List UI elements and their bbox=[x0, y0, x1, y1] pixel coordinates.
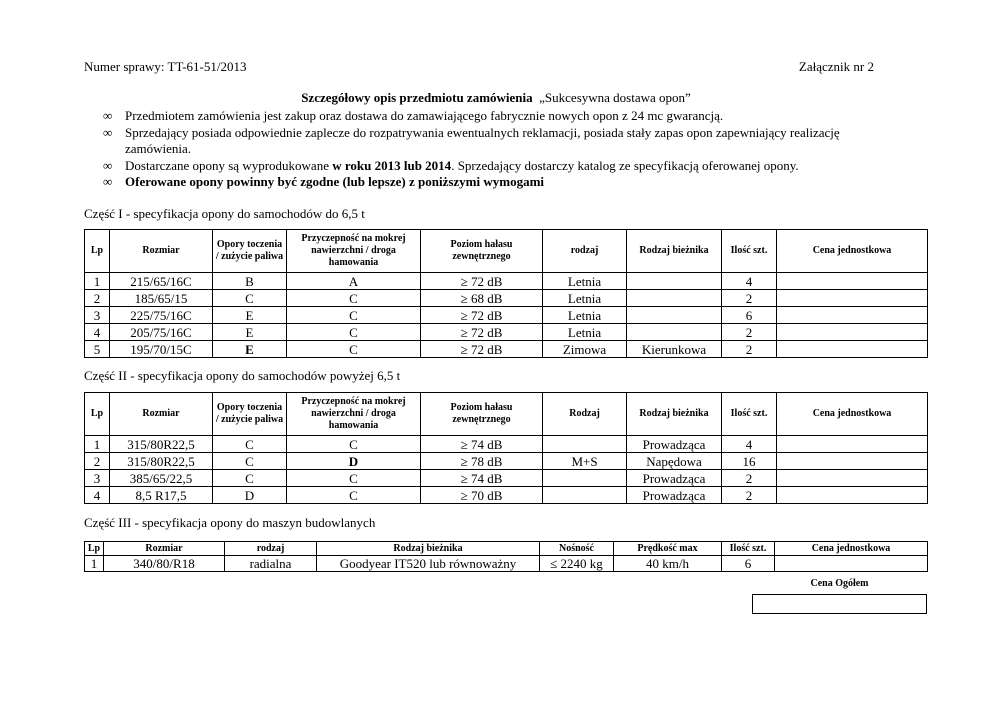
table-cell: C bbox=[287, 487, 421, 504]
table-cell bbox=[777, 453, 928, 470]
table-cell: E bbox=[213, 341, 287, 358]
column-header: Rodzaj bieżnika bbox=[627, 230, 722, 273]
table-cell bbox=[777, 341, 928, 358]
table-cell: C bbox=[287, 307, 421, 324]
table-cell bbox=[777, 307, 928, 324]
table-row bbox=[85, 556, 928, 572]
table-cell bbox=[627, 307, 722, 324]
table-cell: Letnia bbox=[543, 290, 627, 307]
table-cell: 4 bbox=[85, 324, 110, 341]
table-cell: M+S bbox=[543, 453, 627, 470]
table-cell: 2 bbox=[722, 341, 777, 358]
table-cell: C bbox=[213, 436, 287, 453]
case-number: Numer sprawy: TT-61-51/2013 bbox=[84, 59, 247, 74]
table-cell bbox=[777, 470, 928, 487]
table-cell: 195/70/15C bbox=[110, 341, 213, 358]
table-cell: D bbox=[287, 453, 421, 470]
table-cell: 3 bbox=[85, 470, 110, 487]
table-cell: Kierunkowa bbox=[627, 341, 722, 358]
infinity-bullet-icon: ∞ bbox=[103, 108, 113, 123]
column-header: Rodzaj bieżnika bbox=[317, 542, 540, 556]
title-main: Szczegółowy opis przedmiotu zamówienia bbox=[301, 90, 533, 105]
column-header: Cena jednostkowa bbox=[777, 230, 928, 273]
list-item: ∞ Przedmiotem zamówienia jest zakup oraz dostawa do zamawiającego fabrycznie nowych opon z 24 mc gwarancją. bbox=[103, 108, 724, 123]
part1-table bbox=[84, 229, 928, 358]
requirements-list bbox=[103, 108, 903, 191]
table-cell: 340/80/R18 bbox=[104, 556, 225, 572]
column-header: rodzaj bbox=[225, 542, 317, 556]
table-cell: B bbox=[213, 273, 287, 290]
column-header: Nośność bbox=[540, 542, 614, 556]
table-row bbox=[85, 341, 928, 358]
column-header: Przyczepność na mokrej nawierzchni / droga hamowania bbox=[287, 393, 421, 436]
table-cell: E bbox=[213, 324, 287, 341]
table-cell: 2 bbox=[85, 453, 110, 470]
table-row bbox=[85, 324, 928, 341]
column-header: Rozmiar bbox=[110, 393, 213, 436]
column-header: Prędkość max bbox=[614, 542, 722, 556]
table-cell: ≥ 68 dB bbox=[421, 290, 543, 307]
table-cell: 1 bbox=[85, 436, 110, 453]
infinity-bullet-icon: ∞ bbox=[103, 124, 113, 140]
table-cell: D bbox=[213, 487, 287, 504]
column-header: Cena jednostkowa bbox=[775, 542, 928, 556]
table-cell bbox=[777, 487, 928, 504]
list-item: ∞ Sprzedający posiada odpowiednie zaplecze do rozpatrywania ewentualnych reklamacji, posiada stały zapas opon zapewniający realizację zamówienia. bbox=[103, 124, 840, 156]
list-item: ∞ Oferowane opony powinny być zgodne (lub lepsze) z poniższymi wymogami bbox=[103, 174, 545, 189]
table-row bbox=[85, 290, 928, 307]
table-cell: 225/75/16C bbox=[110, 307, 213, 324]
table-row bbox=[85, 307, 928, 324]
table-cell: 40 km/h bbox=[614, 556, 722, 572]
table-cell: 1 bbox=[85, 273, 110, 290]
table-cell: 185/65/15 bbox=[110, 290, 213, 307]
column-header: Opory toczenia / zużycie paliwa bbox=[213, 230, 287, 273]
table-cell: C bbox=[213, 470, 287, 487]
column-header: Opory toczenia / zużycie paliwa bbox=[213, 393, 287, 436]
table-cell: C bbox=[287, 470, 421, 487]
table-cell: 6 bbox=[722, 307, 777, 324]
column-header: Ilość szt. bbox=[722, 393, 777, 436]
part2-title: Część II - specyfikacja opony do samochodów powyżej 6,5 t bbox=[84, 368, 401, 383]
infinity-bullet-icon: ∞ bbox=[103, 174, 113, 189]
table-cell: 1 bbox=[85, 556, 104, 572]
column-header: Rodzaj bieżnika bbox=[627, 393, 722, 436]
table-cell bbox=[627, 324, 722, 341]
table-cell: 4 bbox=[85, 487, 110, 504]
table-cell: Goodyear IT520 lub równoważny bbox=[317, 556, 540, 572]
attachment-label: Załącznik nr 2 bbox=[798, 59, 874, 74]
table-row bbox=[85, 273, 928, 290]
table-row bbox=[85, 436, 928, 453]
table-row bbox=[85, 487, 928, 504]
table-cell: 6 bbox=[722, 556, 775, 572]
table-cell: A bbox=[287, 273, 421, 290]
list-item: ∞ Dostarczane opony są wyprodukowane w roku 2013 lub 2014. Sprzedający dostarczy katalog ze specyfikacją oferowanej opony. bbox=[103, 157, 799, 173]
table-cell bbox=[543, 470, 627, 487]
table-cell: ≥ 70 dB bbox=[421, 487, 543, 504]
table-cell: ≥ 72 dB bbox=[421, 341, 543, 358]
table-row bbox=[85, 470, 928, 487]
part3-table bbox=[84, 541, 928, 572]
table-cell: ≥ 72 dB bbox=[421, 324, 543, 341]
table-cell: 385/65/22,5 bbox=[110, 470, 213, 487]
column-header: Poziom hałasu zewnętrznego bbox=[421, 230, 543, 273]
column-header: Cena jednostkowa bbox=[777, 393, 928, 436]
table-cell: Letnia bbox=[543, 324, 627, 341]
table-cell: E bbox=[213, 307, 287, 324]
column-header: Przyczepność na mokrej nawierzchni / droga hamowania bbox=[287, 230, 421, 273]
table-cell: C bbox=[287, 341, 421, 358]
total-price-label: Cena Ogółem bbox=[810, 578, 869, 589]
table-cell: 3 bbox=[85, 307, 110, 324]
table-cell: C bbox=[213, 290, 287, 307]
table-cell: Zimowa bbox=[543, 341, 627, 358]
table-cell: 215/65/16C bbox=[110, 273, 213, 290]
column-header: Rozmiar bbox=[110, 230, 213, 273]
column-header: Poziom hałasu zewnętrznego bbox=[421, 393, 543, 436]
column-header: rodzaj bbox=[543, 230, 627, 273]
table-cell: 5 bbox=[85, 341, 110, 358]
table-cell: 205/75/16C bbox=[110, 324, 213, 341]
table-cell: 2 bbox=[722, 290, 777, 307]
table-cell: 315/80R22,5 bbox=[110, 453, 213, 470]
title-quoted: „Sukcesywna dostawa opon” bbox=[539, 90, 691, 105]
table-cell: 2 bbox=[85, 290, 110, 307]
table-cell bbox=[777, 324, 928, 341]
table-cell: ≥ 72 dB bbox=[421, 307, 543, 324]
table-cell bbox=[627, 290, 722, 307]
column-header: Ilość szt. bbox=[722, 542, 775, 556]
table-cell bbox=[775, 556, 928, 572]
table-cell bbox=[627, 273, 722, 290]
table-cell: ≥ 74 dB bbox=[421, 436, 543, 453]
table-cell: Prowadząca bbox=[627, 487, 722, 504]
part2-table bbox=[84, 392, 928, 504]
column-header: Lp bbox=[85, 230, 110, 273]
table-cell: ≥ 72 dB bbox=[421, 273, 543, 290]
table-cell: C bbox=[287, 324, 421, 341]
column-header: Rodzaj bbox=[543, 393, 627, 436]
table-cell: ≤ 2240 kg bbox=[540, 556, 614, 572]
column-header: Rozmiar bbox=[104, 542, 225, 556]
table-cell bbox=[777, 290, 928, 307]
table-cell: 2 bbox=[722, 470, 777, 487]
table-cell bbox=[543, 487, 627, 504]
table-cell bbox=[777, 436, 928, 453]
column-header: Lp bbox=[85, 542, 104, 556]
table-cell: 8,5 R17,5 bbox=[110, 487, 213, 504]
table-cell: 16 bbox=[722, 453, 777, 470]
table-cell: 4 bbox=[722, 273, 777, 290]
table-row bbox=[85, 453, 928, 470]
column-header: Ilość szt. bbox=[722, 230, 777, 273]
table-cell: ≥ 74 dB bbox=[421, 470, 543, 487]
table-cell: 2 bbox=[722, 487, 777, 504]
table-cell: Prowadząca bbox=[627, 470, 722, 487]
column-header: Lp bbox=[85, 393, 110, 436]
table-cell: C bbox=[213, 453, 287, 470]
table-cell: radialna bbox=[225, 556, 317, 572]
table-cell: Letnia bbox=[543, 307, 627, 324]
table-cell: Prowadząca bbox=[627, 436, 722, 453]
document-title bbox=[0, 90, 992, 106]
table-cell bbox=[543, 436, 627, 453]
table-cell: ≥ 78 dB bbox=[421, 453, 543, 470]
table-cell: Napędowa bbox=[627, 453, 722, 470]
total-price-field[interactable] bbox=[752, 594, 927, 614]
table-cell: Letnia bbox=[543, 273, 627, 290]
part1-title: Część I - specyfikacja opony do samochodów do 6,5 t bbox=[84, 206, 365, 221]
table-cell: 315/80R22,5 bbox=[110, 436, 213, 453]
table-cell: C bbox=[287, 436, 421, 453]
part3-title: Część III - specyfikacja opony do maszyn budowlanych bbox=[84, 515, 376, 530]
table-cell: 4 bbox=[722, 436, 777, 453]
table-cell bbox=[777, 273, 928, 290]
table-cell: C bbox=[287, 290, 421, 307]
infinity-bullet-icon: ∞ bbox=[103, 157, 113, 173]
table-cell: 2 bbox=[722, 324, 777, 341]
